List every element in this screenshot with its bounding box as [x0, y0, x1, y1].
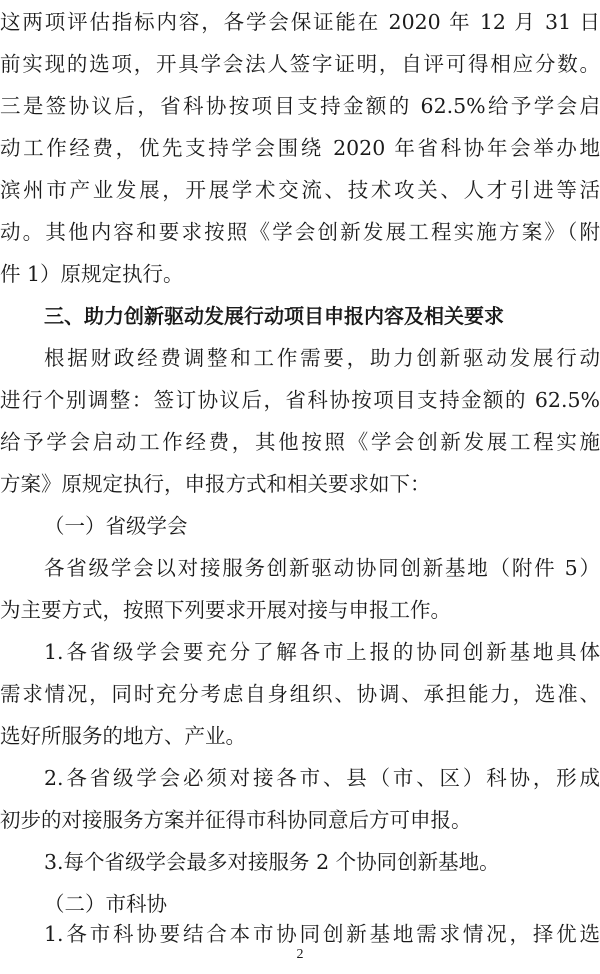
- section-heading: 三、助力创新驱动发展行动项目申报内容及相关要求: [44, 304, 504, 328]
- text-line: 需求情况，同时充分考虑自身组织、协调、承担能力，选准、: [0, 682, 600, 706]
- text-line: 为主要方式，按照下列要求开展对接与申报工作。: [0, 598, 451, 622]
- page-number: 2: [296, 947, 304, 962]
- text-line: 动。其他内容和要求按照《学会创新发展工程实施方案》（附: [0, 220, 600, 244]
- text-line: 初步的对接服务方案并征得市科协同意后方可申报。: [0, 808, 472, 832]
- text-line: 各省级学会以对接服务创新驱动协同创新基地（附件 5）: [44, 556, 600, 580]
- text-line: 1.各省级学会要充分了解各市上报的协同创新基地具体: [44, 640, 600, 664]
- text-line: 1.各市科协要结合本市协同创新基地需求情况，择优选: [44, 922, 600, 946]
- text-line: 给予学会启动工作经费，其他按照《学会创新发展工程实施: [0, 430, 600, 454]
- text-line: 进行个别调整：签订协议后，省科协按项目支持金额的 62.5%: [0, 388, 600, 412]
- text-line: 件 1）原规定执行。: [0, 262, 184, 286]
- text-line: 2.各省级学会必须对接各市、县（市、区）科协，形成: [44, 766, 600, 790]
- text-line: 方案》原规定执行，申报方式和相关要求如下：: [0, 472, 431, 496]
- text-line: 动工作经费，优先支持学会围绕 2020 年省科协年会举办地: [0, 136, 600, 160]
- text-line: 前实现的选项，开具学会法人签字证明，自评可得相应分数。: [0, 52, 600, 76]
- text-line: 选好所服务的地方、产业。: [0, 724, 246, 748]
- text-line: 滨州市产业发展，开展学术交流、技术攻关、人才引进等活: [0, 178, 600, 202]
- subsection-heading: （二）市科协: [44, 892, 167, 916]
- text-line: 根据财政经费调整和工作需要，助力创新驱动发展行动: [44, 346, 600, 370]
- text-line: 三是签协议后，省科协按项目支持金额的 62.5%给予学会启: [0, 94, 600, 118]
- text-line: 3.每个省级学会最多对接服务 2 个协同创新基地。: [44, 850, 500, 874]
- text-line: 这两项评估指标内容，各学会保证能在 2020 年 12 月 31 日: [0, 10, 600, 34]
- subsection-heading: （一）省级学会: [44, 514, 188, 538]
